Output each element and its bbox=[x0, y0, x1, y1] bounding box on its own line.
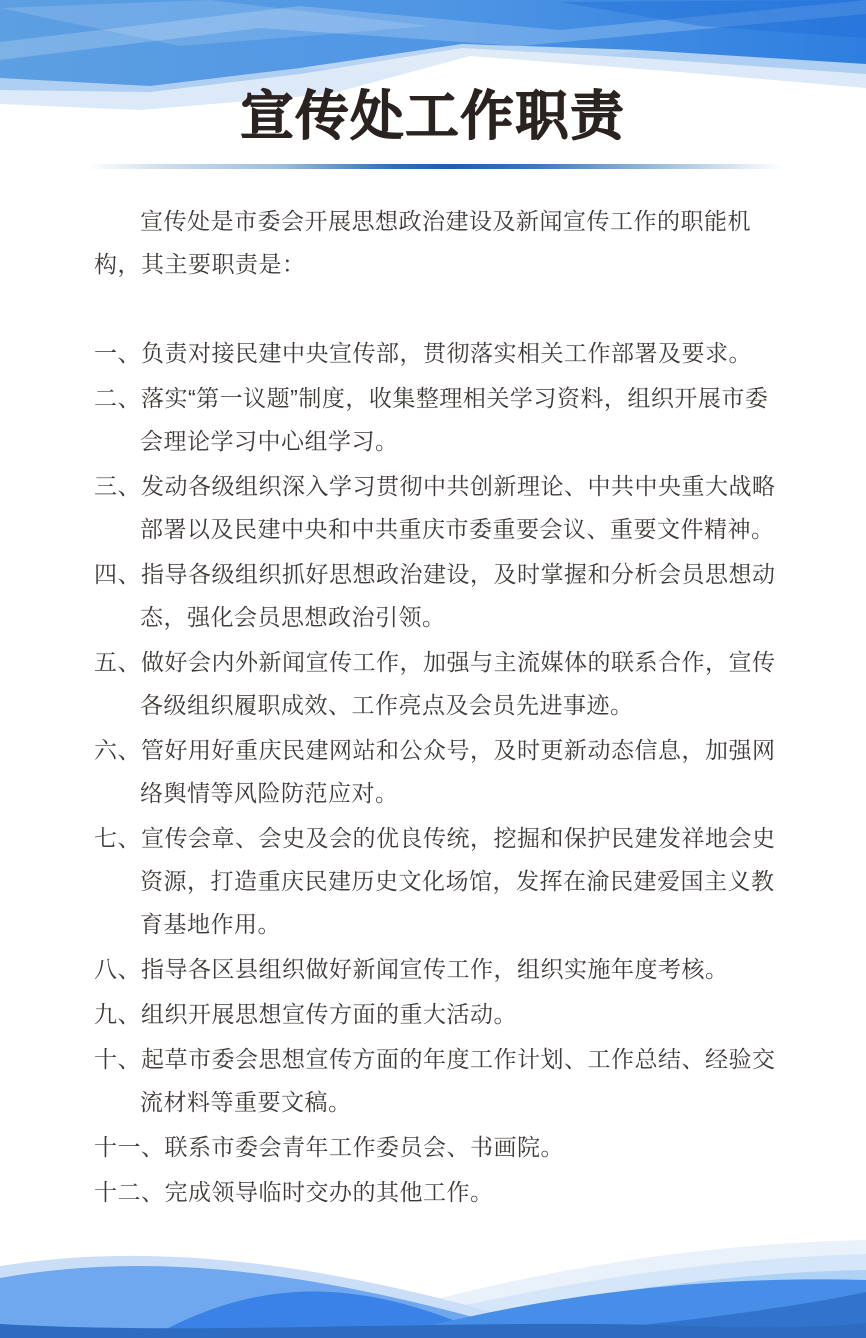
duty-number: 四、 bbox=[94, 561, 141, 587]
duty-number: 九、 bbox=[94, 1001, 141, 1027]
duty-text: 指导各区县组织做好新闻宣传工作，组织实施年度考核。 bbox=[141, 956, 729, 982]
duty-item-8 bbox=[94, 948, 784, 991]
duty-number: 六、 bbox=[94, 737, 141, 763]
duty-number: 五、 bbox=[94, 649, 141, 675]
duty-item-3 bbox=[94, 465, 784, 551]
duty-item-10 bbox=[94, 1038, 784, 1124]
title-divider-line bbox=[85, 164, 785, 169]
duty-number: 十二、 bbox=[94, 1179, 165, 1205]
duty-text: 起草市委会思想宣传方面的年度工作计划、工作总结、经验交流材料等重要文稿。 bbox=[140, 1046, 776, 1115]
duty-item-1 bbox=[94, 332, 784, 375]
duty-text: 负责对接民建中央宣传部，贯彻落实相关工作部署及要求。 bbox=[141, 340, 752, 366]
intro-paragraph: 宣传处是市委会开展思想政治建设及新闻宣传工作的职能机构，其主要职责是： bbox=[94, 208, 751, 277]
duty-item-9 bbox=[94, 993, 784, 1036]
duty-text: 指导各级组织抓好思想政治建设，及时掌握和分析会员思想动态，强化会员思想政治引领。 bbox=[140, 561, 776, 630]
duty-item-6 bbox=[94, 729, 784, 815]
duty-text: 发动各级组织深入学习贯彻中共创新理论、中共中央重大战略部署以及民建中央和中共重庆市委重要会议、重要文件精神。 bbox=[140, 473, 776, 542]
duty-item-11 bbox=[94, 1126, 784, 1169]
duty-number: 十、 bbox=[94, 1046, 141, 1072]
duty-text: 落实“第一议题”制度，收集整理相关学习资料，组织开展市委会理论学习中心组学习。 bbox=[140, 385, 769, 454]
duty-number: 三、 bbox=[94, 473, 141, 499]
duty-text: 管好用好重庆民建网站和公众号，及时更新动态信息，加强网络舆情等风险防范应对。 bbox=[140, 737, 776, 806]
duty-text: 完成领导临时交办的其他工作。 bbox=[164, 1179, 494, 1205]
duty-text: 组织开展思想宣传方面的重大活动。 bbox=[141, 1001, 517, 1027]
duty-text: 做好会内外新闻宣传工作，加强与主流媒体的联系合作，宣传各级组织履职成效、工作亮点及会员先进事迹。 bbox=[140, 649, 776, 718]
duty-item-2 bbox=[94, 377, 784, 463]
duty-text: 宣传会章、会史及会的优良传统，挖掘和保护民建发祥地会史资源，打造重庆民建历史文化场馆，发挥在渝民建爱国主义教育基地作用。 bbox=[140, 825, 776, 937]
duty-number: 一、 bbox=[94, 340, 141, 366]
document-body bbox=[94, 200, 784, 1216]
duty-item-7 bbox=[94, 817, 784, 946]
duty-item-4 bbox=[94, 553, 784, 639]
duty-item-5 bbox=[94, 641, 784, 727]
duty-number: 八、 bbox=[94, 956, 141, 982]
duty-item-12 bbox=[94, 1171, 784, 1214]
duty-number: 七、 bbox=[94, 825, 141, 851]
duty-number: 十一、 bbox=[94, 1134, 165, 1160]
footer-wave-decoration bbox=[0, 1226, 866, 1338]
duty-number: 二、 bbox=[94, 385, 141, 411]
duty-text: 联系市委会青年工作委员会、书画院。 bbox=[164, 1134, 564, 1160]
page-title: 宣传处工作职责 bbox=[240, 87, 626, 146]
